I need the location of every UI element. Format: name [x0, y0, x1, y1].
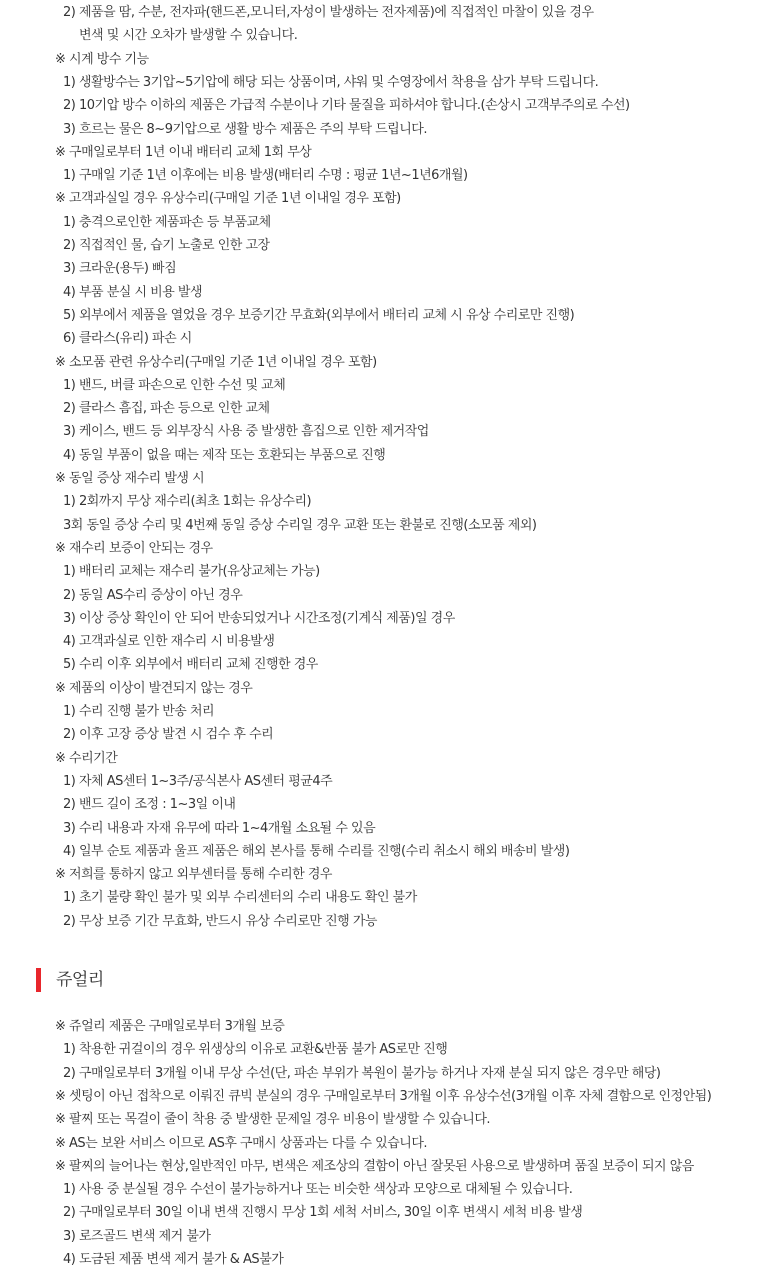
notice-heading: ※ 저희를 통하지 않고 외부센터를 통해 수리한 경우	[55, 867, 332, 883]
list-item: 4) 부품 분실 시 비용 발생	[63, 284, 203, 300]
list-item: 1) 초기 불량 확인 불가 및 외부 수리센터의 수리 내용도 확인 불가	[63, 890, 417, 906]
list-item: 1) 배터리 교체는 재수리 불가(유상교체는 가능)	[63, 564, 320, 580]
list-item: 1) 사용 중 분실될 경우 수선이 불가능하거나 또는 비슷한 색상과 모양으로 대체될 수 있습니다.	[63, 1182, 573, 1198]
notice-heading: ※ AS는 보완 서비스 이므로 AS후 구매시 상품과는 다를 수 있습니다.	[55, 1135, 428, 1151]
list-item: 3) 이상 증상 확인이 안 되어 반송되었거나 시간조정(기계식 제품)일 경우	[63, 610, 455, 626]
list-item: 3회 동일 증상 수리 및 4번째 동일 증상 수리일 경우 교환 또는 환불로 진행(소모품 제외)	[63, 517, 537, 533]
notice-heading: ※ 팔찌의 늘어나는 현상,일반적인 마무, 변색은 제조상의 결함이 아닌 잘못된 사용으로 발생하며 품질 보증이 되지 않음	[55, 1158, 694, 1174]
list-item: 3) 흐르는 물은 8~9기압으로 생활 방수 제품은 주의 부탁 드립니다.	[63, 121, 427, 137]
list-item: 1) 자체 AS센터 1~3주/공식본사 AS센터 평균4주	[63, 773, 333, 789]
list-item: 4) 동일 부품이 없을 때는 제작 또는 호환되는 부품으로 진행	[63, 447, 386, 463]
list-item: 4) 도금된 제품 변색 제거 불가 & AS불가	[63, 1252, 284, 1267]
section-accent-bar	[36, 968, 41, 992]
notice-heading: ※ 셋팅이 아닌 접착으로 이뤄진 큐빅 분실의 경우 구매일로부터 3개월 이후 유상수선(3개월 이후 자체 결함으로 인정안됨)	[55, 1088, 712, 1104]
list-item: 2) 구매일로부터 30일 이내 변색 진행시 무상 1회 세척 서비스, 30일 이후 변색시 세척 비용 발생	[63, 1205, 583, 1221]
list-item: 2) 밴드 길이 조정 : 1~3일 이내	[63, 797, 236, 813]
list-item: 2) 무상 보증 기간 무효화, 반드시 유상 수리로만 진행 가능	[63, 913, 377, 929]
list-item: 2) 구매일로부터 3개월 이내 무상 수선(단, 파손 부위가 복원이 불가능 하거나 자재 분실 되지 않은 경우만 해당)	[63, 1065, 661, 1081]
notice-heading: ※ 소모품 관련 유상수리(구매일 기준 1년 이내일 경우 포함)	[55, 354, 377, 370]
list-item: 2) 직접적인 물, 습기 노출로 인한 고장	[63, 238, 270, 253]
list-item: 5) 수리 이후 외부에서 배터리 교체 진행한 경우	[63, 657, 318, 673]
list-item: 1) 수리 진행 불가 반송 처리	[63, 704, 215, 719]
list-item: 6) 클라스(유리) 파손 시	[63, 331, 192, 347]
notice-heading: ※ 수리기간	[55, 750, 118, 766]
list-item: 1) 구매일 기준 1년 이후에는 비용 발생(배터리 수명 : 평균 1년~1년6개월)	[63, 168, 468, 184]
list-item: 3) 케이스, 밴드 등 외부장식 사용 중 발생한 흠집으로 인한 제거작업	[63, 424, 429, 440]
jewelry-section-title: 쥬얼리	[56, 970, 104, 990]
notice-heading: ※ 재수리 보증이 안되는 경우	[55, 540, 213, 556]
list-item-continuation: 변색 및 시간 오차가 발생할 수 있습니다.	[79, 28, 298, 44]
notice-heading: ※ 쥬얼리 제품은 구매일로부터 3개월 보증	[55, 1019, 285, 1034]
list-item: 2) 제품을 땀, 수분, 전자파(핸드폰,모니터,자성이 발생하는 전자제품)에 직접적인 마찰이 있을 경우	[63, 5, 594, 20]
notice-heading: ※ 구매일로부터 1년 이내 배터리 교체 1회 무상	[55, 144, 312, 160]
list-item: 1) 착용한 귀걸이의 경우 위생상의 이유로 교환&반품 불가 AS로만 진행	[63, 1042, 448, 1058]
notice-heading: ※ 팔찌 또는 목걸이 줄이 착용 중 발생한 문제일 경우 비용이 발생할 수 있습니다.	[55, 1112, 491, 1128]
list-item: 4) 고객과실로 인한 재수리 시 비용발생	[63, 634, 275, 650]
list-item: 2) 동일 AS수리 증상이 아닌 경우	[63, 587, 243, 603]
notice-heading: ※ 제품의 이상이 발견되지 않는 경우	[55, 680, 253, 696]
list-item: 2) 클라스 흠집, 파손 등으로 인한 교체	[63, 401, 270, 417]
list-item: 4) 일부 순토 제품과 울프 제품은 해외 본사를 통해 수리를 진행(수리 취소시 해외 배송비 발생)	[63, 843, 570, 859]
jewelry-warranty-notes	[0, 1015, 780, 1280]
notice-heading: ※ 시계 방수 기능	[55, 51, 149, 67]
list-item: 3) 로즈골드 변색 제거 불가	[63, 1228, 211, 1244]
notice-heading: ※ 고객과실일 경우 유상수리(구매일 기준 1년 이내일 경우 포함)	[55, 191, 401, 207]
list-item: 1) 2회까지 무상 재수리(최초 1회는 유상수리)	[63, 494, 312, 510]
list-item: 1) 충격으로인한 제품파손 등 부품교체	[63, 214, 271, 230]
list-item: 1) 생활방수는 3기압~5기압에 해당 되는 상품이며, 샤워 및 수영장에서 착용을 삼가 부탁 드립니다.	[63, 74, 599, 90]
list-item: 5) 외부에서 제품을 열었을 경우 보증기간 무효화(외부에서 배터리 교체 시 유상 수리로만 진행)	[63, 307, 575, 323]
list-item: 3) 수리 내용과 자재 유무에 따라 1~4개월 소요될 수 있음	[63, 820, 376, 836]
list-item: 2) 이후 고장 증상 발견 시 검수 후 수리	[63, 727, 274, 743]
list-item: 3) 크라운(용두) 빠짐	[63, 261, 177, 277]
list-item: 1) 밴드, 버클 파손으로 인한 수선 및 교체	[63, 377, 286, 393]
notice-heading: ※ 동일 증상 재수리 발생 시	[55, 471, 205, 486]
list-item: 2) 10기압 방수 이하의 제품은 가급적 수분이나 기타 물질을 피하셔야 합니다.(손상시 고객부주의로 수선)	[63, 98, 630, 114]
